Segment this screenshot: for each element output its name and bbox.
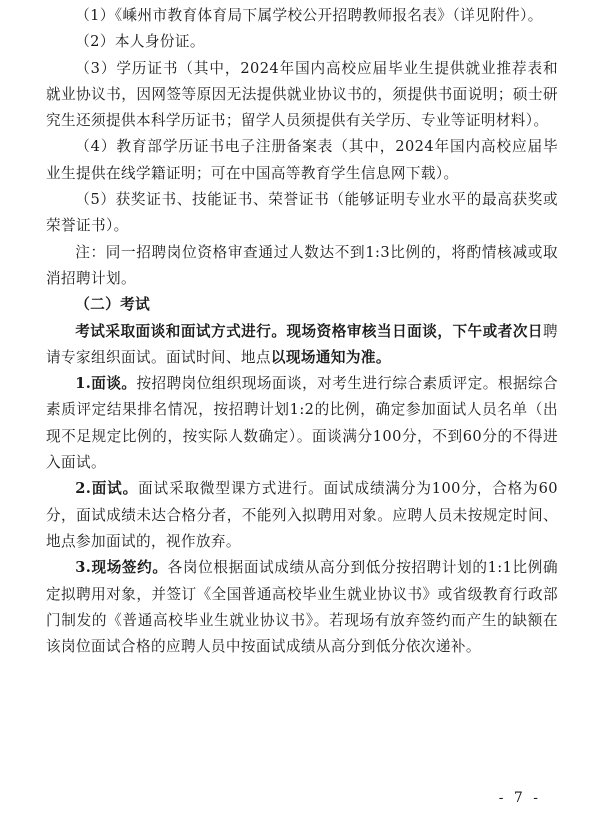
document-body xyxy=(46,3,558,660)
page-number: - 7 - xyxy=(498,790,541,806)
paragraph-electronic-registration: （4）教育部学历证书电子注册备案表（其中，2024年国内高校应届毕业生提供在线学籍证明；可在中国高等教育学生信息网下载）。 xyxy=(46,138,558,182)
onsite-signing-label: 3.现场签约。 xyxy=(75,559,168,577)
interview-label: 2.面试。 xyxy=(75,480,139,498)
paragraph-registration-form: （1）《嵊州市教育体育局下属学校公开招聘教师报名表》（详见附件）。 xyxy=(75,7,543,24)
section-heading-exam: （二）考试 xyxy=(75,296,151,314)
exam-method-bold-b: 以现场通知为准。 xyxy=(270,348,391,366)
paragraph-note: 注：同一招聘岗位资格审查通过人数达不到1:3比例的，将酌情核减或取消招聘计划。 xyxy=(46,243,558,287)
exam-method-bold-a: 考试采取面谈和面试方式进行。现场资格审核当日面谈，下午或者次日 xyxy=(75,322,543,340)
interview-text: 面试采取微型课方式进行。面试成绩满分为100分，合格为60分，面试成绩未达合格分者，不能列入拟聘用对象。应聘人员未按规定时间、地点参加面试的，视作放弃。 xyxy=(46,480,558,550)
onsite-signing-text: 各岗位根据面试成绩从高分到低分按招聘计划的1:1比例确定拟聘用对象，并签订《全国普通高校毕业生就业协议书》或省级教育行政部门制发的《普通高校毕业生就业协议书》。若现场有放弃签约而产生的缺额在该岗位面试合格的应聘人员中按面试成绩从高分到低分依次递补。 xyxy=(46,559,558,656)
paragraph-interview-talk xyxy=(46,371,558,476)
interview-talk-text: 按招聘岗位组织现场面谈，对考生进行综合素质评定。根据综合素质评定结果排名情况，按招聘计划1:2的比例，确定参加面试人员名单（出现不足规定比例的，按实际人数确定）。面谈满分100分，不到60分的不得进入面试。 xyxy=(46,375,558,472)
paragraph-exam-method xyxy=(46,319,558,372)
paragraph-award-certificates: （5）获奖证书、技能证书、荣誉证书（能够证明专业水平的最高获奖或荣誉证书）。 xyxy=(46,191,558,235)
paragraph-onsite-signing xyxy=(46,555,558,660)
paragraph-interview xyxy=(46,476,558,555)
interview-talk-label: 1.面谈。 xyxy=(75,375,137,393)
paragraph-id-card: （2）本人身份证。 xyxy=(75,33,205,51)
paragraph-degree-certificate: （3）学历证书（其中，2024年国内高校应届毕业生提供就业推荐表和就业协议书，因网签等原因无法提供就业协议书的，须提供书面说明；硕士研究生还须提供本科学历证书；留学人员须提供有关学历、专业等证明材料）。 xyxy=(46,59,558,130)
exam-method-normal: 聘请专家组织面试。面试时间、地点 xyxy=(46,322,558,366)
